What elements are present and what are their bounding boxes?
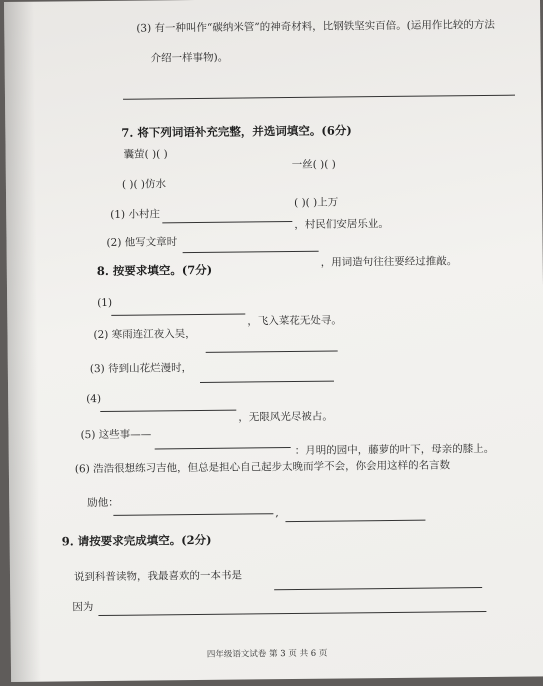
q7-s2-blank[interactable]	[183, 251, 319, 253]
q6-answer-line[interactable]	[123, 95, 515, 100]
q8-s4-prefix: (4)	[86, 393, 102, 406]
q8-s6-cont: 励他：	[87, 496, 119, 510]
q8-title: 8. 按要求填空。(7分)	[96, 262, 213, 279]
q8-s5-blank[interactable]	[155, 447, 291, 449]
q7-s1-blank[interactable]	[162, 221, 292, 223]
q8-s6-blank-2[interactable]	[285, 520, 425, 522]
q7-word-1: 囊萤( )( )	[123, 148, 168, 161]
q9-line1-blank[interactable]	[274, 587, 482, 590]
exam-page	[4, 0, 543, 682]
q8-s5-prefix: (5) 这些事——	[80, 428, 152, 442]
q8-s1-prefix: (1)	[97, 296, 113, 310]
q8-s5-suffix: ：月明的园中，藤萝的叶下，母亲的膝上。	[294, 442, 495, 457]
q8-s4-blank[interactable]	[100, 410, 236, 412]
q8-s4-suffix: ，无限风光尽被占。	[238, 410, 333, 424]
q7-s2-prefix: (2) 他写文章时	[106, 236, 178, 249]
q7-word-4: ( )( )上万	[294, 196, 339, 209]
q7-title: 7. 将下列词语补充完整，并选词填空。(6分)	[121, 123, 352, 140]
q7-s2-suffix: ，用词造句往往要经过推敲。	[320, 255, 458, 269]
q7-s1-prefix: (1) 小村庄	[110, 208, 161, 221]
q6-item3: (3) 有一种叫作“碳纳米管”的神奇材料，比钢铁坚实百倍。(运用作比较的方法	[136, 18, 495, 35]
page-edge-shadow	[4, 2, 41, 682]
q8-s3: (3) 待到山花烂漫时，	[89, 362, 193, 376]
q8-s6-blank-1[interactable]	[113, 513, 273, 516]
q6-item3-cont: 介绍一样事物)。	[150, 51, 229, 65]
q9-line1: 说到科普读物，我最喜欢的一本书是	[73, 569, 243, 584]
q8-s1-blank[interactable]	[111, 313, 245, 315]
q7-s1-suffix: ，村民们安居乐业。	[294, 217, 389, 231]
q8-s2-blank[interactable]	[206, 351, 338, 353]
q7-word-3: ( )( )仿水	[121, 178, 167, 191]
q8-s6: (6) 浩浩很想练习吉他，但总是担心自己起步太晚而学不会，你会用这样的名言数	[74, 459, 451, 476]
page-footer: 四年级语文试卷 第 3 页 共 6 页	[206, 648, 328, 660]
q9-line2-blank[interactable]	[98, 611, 486, 616]
q9-title: 9. 请按要求完成填空。(2分)	[61, 532, 212, 549]
q7-word-2: 一丝( )( )	[291, 158, 336, 171]
q8-s2: (2) 寒雨连江夜入吴，	[93, 328, 196, 342]
q8-s3-blank[interactable]	[200, 381, 334, 383]
q9-line2: 因为	[72, 601, 94, 614]
q8-s6-comma: ,	[275, 507, 279, 520]
q8-s1-suffix: ，飞入菜花无处寻。	[247, 314, 342, 328]
